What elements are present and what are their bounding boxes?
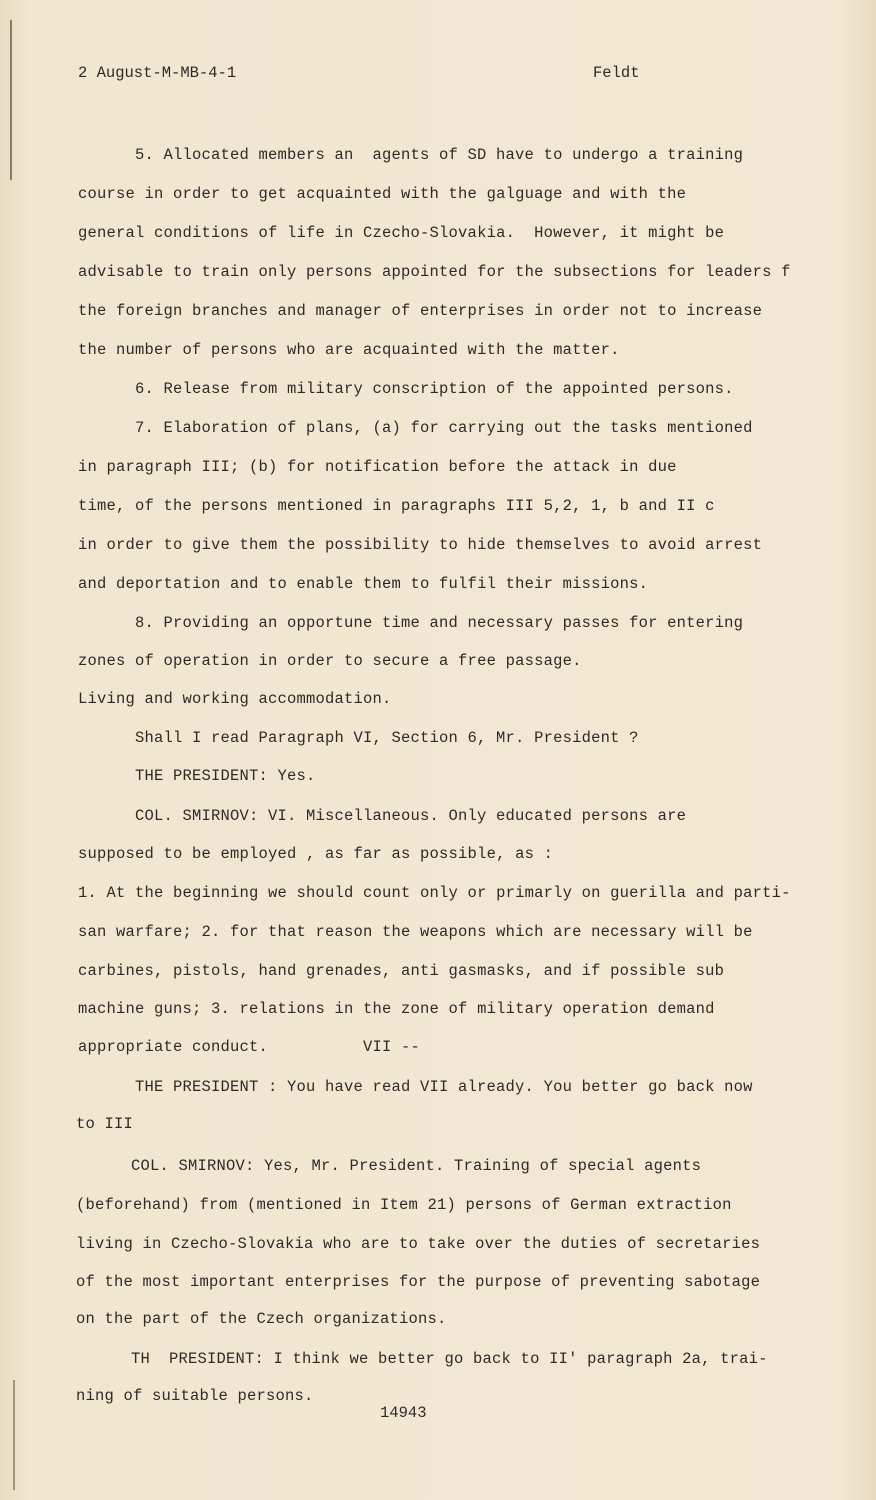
text-line: (beforehand) from (mentioned in Item 21) persons of German extraction: [76, 1196, 732, 1214]
text-line: course in order to get acquainted with the galguage and with the: [78, 185, 687, 203]
text-line: 1. At the beginning we should count only or primarly on guerilla and parti-: [78, 884, 791, 902]
text-line: THE PRESIDENT: Yes.: [135, 767, 316, 785]
text-line: san warfare; 2. for that reason the weapons which are necessary will be: [78, 923, 753, 941]
page-header: [78, 64, 816, 88]
header-reference: 2 August-M-MB-4-1: [78, 64, 237, 82]
text-line: living in Czecho-Slovakia who are to take over the duties of secretaries: [76, 1235, 761, 1253]
text-line: ning of suitable persons.: [76, 1387, 314, 1405]
page-edge-mark: [10, 20, 12, 180]
text-line: TH PRESIDENT: I think we better go back to II' paragraph 2a, trai-: [131, 1350, 768, 1368]
text-line: 5. Allocated members an agents of SD have to undergo a training: [135, 146, 744, 164]
text-line: appropriate conduct. VII --: [78, 1038, 421, 1056]
text-line: to III: [76, 1115, 134, 1133]
text-line: in order to give them the possibility to hide themselves to avoid arrest: [78, 536, 763, 554]
text-line: advisable to train only persons appointed for the subsections for leaders f: [78, 263, 791, 281]
text-line: THE PRESIDENT : You have read VII already. You better go back now: [135, 1078, 753, 1096]
page-edge-mark: [13, 1380, 15, 1490]
text-line: COL. SMIRNOV: Yes, Mr. President. Training of special agents: [131, 1157, 702, 1175]
text-line: and deportation and to enable them to fulfil their missions.: [78, 575, 649, 593]
text-line: machine guns; 3. relations in the zone of military operation demand: [78, 1000, 715, 1018]
text-line: the foreign branches and manager of enterprises in order not to increase: [78, 302, 763, 320]
text-line: zones of operation in order to secure a free passage.: [78, 652, 582, 670]
text-line: in paragraph III; (b) for notification before the attack in due: [78, 458, 677, 476]
text-line: of the most important enterprises for the purpose of preventing sabotage: [76, 1273, 761, 1291]
text-line: the number of persons who are acquainted with the matter.: [78, 341, 620, 359]
text-line: COL. SMIRNOV: VI. Miscellaneous. Only educated persons are: [135, 807, 687, 825]
text-line: time, of the persons mentioned in paragraphs III 5,2, 1, b and II c: [78, 497, 715, 515]
text-line: carbines, pistols, hand grenades, anti gasmasks, and if possible sub: [78, 962, 725, 980]
text-line: 8. Providing an opportune time and necessary passes for entering: [135, 614, 744, 632]
text-line: supposed to be employed , as far as possible, as :: [78, 845, 554, 863]
text-line: 6. Release from military conscription of the appointed persons.: [135, 380, 734, 398]
text-line: Shall I read Paragraph VI, Section 6, Mr. President ?: [135, 729, 639, 747]
header-name: Feldt: [593, 64, 640, 82]
text-line: Living and working accommodation.: [78, 690, 392, 708]
page-number: 14943: [380, 1404, 427, 1422]
text-line: general conditions of life in Czecho-Slovakia. However, it might be: [78, 224, 725, 242]
text-line: 7. Elaboration of plans, (a) for carrying out the tasks mentioned: [135, 419, 753, 437]
text-line: on the part of the Czech organizations.: [76, 1310, 447, 1328]
